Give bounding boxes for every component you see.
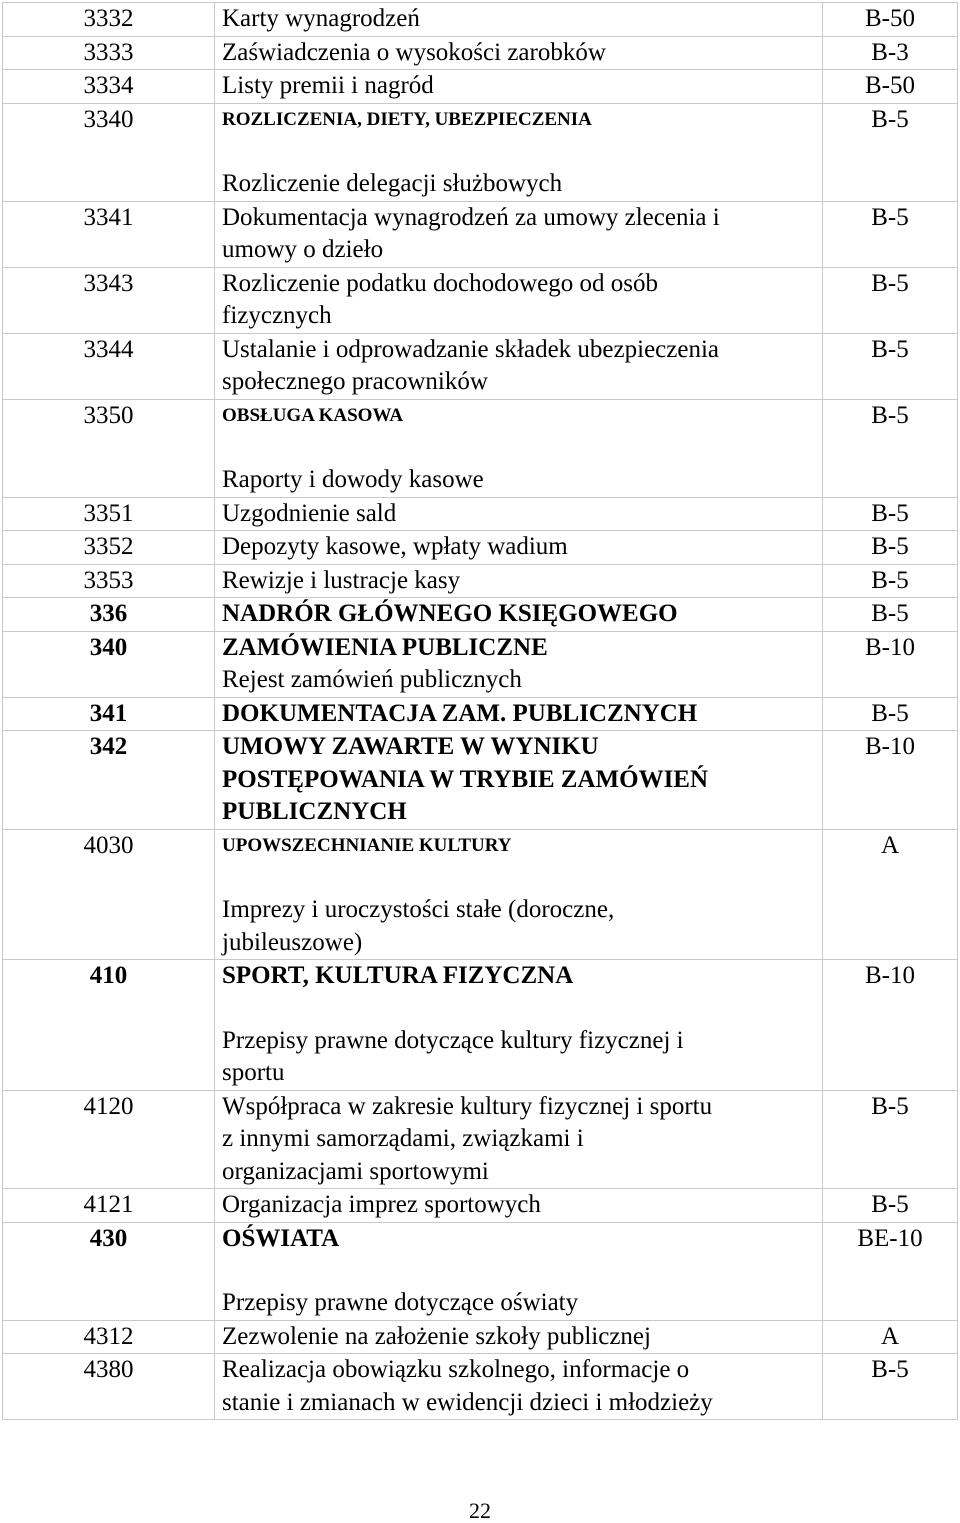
- table-row: [3, 70, 958, 104]
- table-row: [3, 3, 958, 37]
- section-heading: UPOWSZECHNIANIE KULTURY: [222, 834, 512, 856]
- row-category: BE-10: [823, 1222, 958, 1320]
- row-code: 342: [3, 731, 215, 830]
- row-title: Listy premii i nagród: [215, 70, 823, 104]
- table-row: [3, 201, 958, 267]
- row-title-line: Rozliczenie podatku dochodowego od osób: [222, 269, 659, 297]
- table-row: [3, 697, 958, 731]
- section-subtitle: Przepisy prawne dotyczące kultury fizycznej i: [222, 1026, 684, 1054]
- table-row: [3, 399, 958, 497]
- table-row: [3, 564, 958, 598]
- row-code: 3343: [3, 267, 215, 333]
- section-subtitle: Raporty i dowody kasowe: [222, 466, 484, 493]
- section-heading: OŚWIATA: [222, 1224, 340, 1252]
- row-description: [215, 201, 823, 267]
- row-description: [215, 731, 823, 830]
- row-title: DOKUMENTACJA ZAM. PUBLICZNYCH: [215, 697, 823, 731]
- row-code: 4312: [3, 1320, 215, 1354]
- row-title-line: Dokumentacja wynagrodzeń za umowy zlecenia i: [222, 203, 720, 231]
- table-row: [3, 267, 958, 333]
- table-row: [3, 1189, 958, 1223]
- row-category: B-10: [823, 731, 958, 830]
- section-subtitle: sportu: [222, 1059, 285, 1086]
- table-row: [3, 960, 958, 1091]
- row-category: A: [823, 829, 958, 960]
- row-title: Rewizje i lustracje kasy: [215, 564, 823, 598]
- section-subtitle: Rejest zamówień publicznych: [222, 666, 522, 693]
- row-title-line: PUBLICZNYCH: [222, 798, 407, 825]
- records-table: [2, 2, 958, 1420]
- row-code: 4120: [3, 1090, 215, 1189]
- row-category: B-5: [823, 497, 958, 531]
- row-code: 3334: [3, 70, 215, 104]
- row-description: [215, 103, 823, 201]
- row-category: B-5: [823, 103, 958, 201]
- row-code: 410: [3, 960, 215, 1091]
- row-description: [215, 267, 823, 333]
- table-row: [3, 531, 958, 565]
- table-row: [3, 598, 958, 632]
- row-category: B-5: [823, 1354, 958, 1420]
- row-category: B-5: [823, 399, 958, 497]
- section-subtitle: Przepisy prawne dotyczące oświaty: [222, 1289, 579, 1316]
- row-title: Depozyty kasowe, wpłaty wadium: [215, 531, 823, 565]
- section-heading: OBSŁUGA KASOWA: [222, 404, 404, 426]
- table-row: [3, 631, 958, 697]
- row-description: [215, 829, 823, 960]
- table-row: [3, 103, 958, 201]
- row-title-line: społecznego pracowników: [222, 368, 488, 395]
- row-description: [215, 631, 823, 697]
- row-title-line: fizycznych: [222, 302, 332, 329]
- row-category: A: [823, 1320, 958, 1354]
- table-row: [3, 333, 958, 399]
- row-code: 4121: [3, 1189, 215, 1223]
- row-code: 4380: [3, 1354, 215, 1420]
- row-title: NADRÓR GŁÓWNEGO KSIĘGOWEGO: [215, 598, 823, 632]
- table-row: [3, 829, 958, 960]
- row-description: [215, 1222, 823, 1320]
- section-heading: ZAMÓWIENIA PUBLICZNE: [222, 633, 548, 661]
- table-row: [3, 1090, 958, 1189]
- row-category: B-10: [823, 631, 958, 697]
- row-category: B-5: [823, 333, 958, 399]
- table-row: [3, 731, 958, 830]
- row-category: B-5: [823, 201, 958, 267]
- table-row: [3, 1354, 958, 1420]
- row-code: 3333: [3, 36, 215, 70]
- row-description: [215, 960, 823, 1091]
- row-title-line: UMOWY ZAWARTE W WYNIKU: [222, 733, 599, 760]
- row-title: Zaświadczenia o wysokości zarobków: [215, 36, 823, 70]
- row-title-line: z innymi samorządami, związkami i: [222, 1125, 584, 1152]
- row-title: Organizacja imprez sportowych: [215, 1189, 823, 1223]
- row-code: 3341: [3, 201, 215, 267]
- section-subtitle: Rozliczenie delegacji służbowych: [222, 170, 563, 197]
- section-subtitle: jubileuszowe): [222, 928, 363, 956]
- row-code: 336: [3, 598, 215, 632]
- table-row: [3, 1320, 958, 1354]
- row-category: B-3: [823, 36, 958, 70]
- table-row: [3, 497, 958, 531]
- row-description: [215, 333, 823, 399]
- row-description: [215, 399, 823, 497]
- row-code: 3344: [3, 333, 215, 399]
- section-heading: SPORT, KULTURA FIZYCZNA: [222, 962, 574, 989]
- row-category: B-50: [823, 3, 958, 37]
- row-title-line: Ustalanie i odprowadzanie składek ubezpieczenia: [222, 335, 719, 363]
- row-category: B-5: [823, 267, 958, 333]
- row-category: B-5: [823, 1189, 958, 1223]
- row-category: B-5: [823, 697, 958, 731]
- row-code: 341: [3, 697, 215, 731]
- row-category: B-5: [823, 531, 958, 565]
- row-title-line: organizacjami sportowymi: [222, 1157, 489, 1185]
- row-code: 3332: [3, 3, 215, 37]
- row-code: 3351: [3, 497, 215, 531]
- row-category: B-5: [823, 598, 958, 632]
- row-category: B-10: [823, 960, 958, 1091]
- row-title-line: umowy o dzieło: [222, 236, 384, 263]
- row-code: 3352: [3, 531, 215, 565]
- row-title: Karty wynagrodzeń: [215, 3, 823, 37]
- table-row: [3, 1222, 958, 1320]
- row-code: 430: [3, 1222, 215, 1320]
- row-code: 3340: [3, 103, 215, 201]
- row-title-line: stanie i zmianach w ewidencji dzieci i młodzieży: [222, 1388, 713, 1416]
- row-category: B-50: [823, 70, 958, 104]
- row-code: 4030: [3, 829, 215, 960]
- section-subtitle: Imprezy i uroczystości stałe (doroczne,: [222, 896, 615, 923]
- row-title: Uzgodnienie sald: [215, 497, 823, 531]
- page-number: 22: [469, 1498, 491, 1523]
- row-title-line: Współpraca w zakresie kultury fizycznej i sportu: [222, 1092, 713, 1120]
- table-row: [3, 36, 958, 70]
- row-code: 340: [3, 631, 215, 697]
- row-title-line: POSTĘPOWANIA W TRYBIE ZAMÓWIEŃ: [222, 765, 709, 793]
- row-description: [215, 1354, 823, 1420]
- row-title-line: Realizacja obowiązku szkolnego, informacje o: [222, 1356, 690, 1383]
- row-category: B-5: [823, 564, 958, 598]
- row-category: B-5: [823, 1090, 958, 1189]
- row-description: [215, 1090, 823, 1189]
- section-heading: ROZLICZENIA, DIETY, UBEZPIECZENIA: [222, 108, 592, 130]
- row-code: 3353: [3, 564, 215, 598]
- row-code: 3350: [3, 399, 215, 497]
- row-title: Zezwolenie na założenie szkoły publicznej: [215, 1320, 823, 1354]
